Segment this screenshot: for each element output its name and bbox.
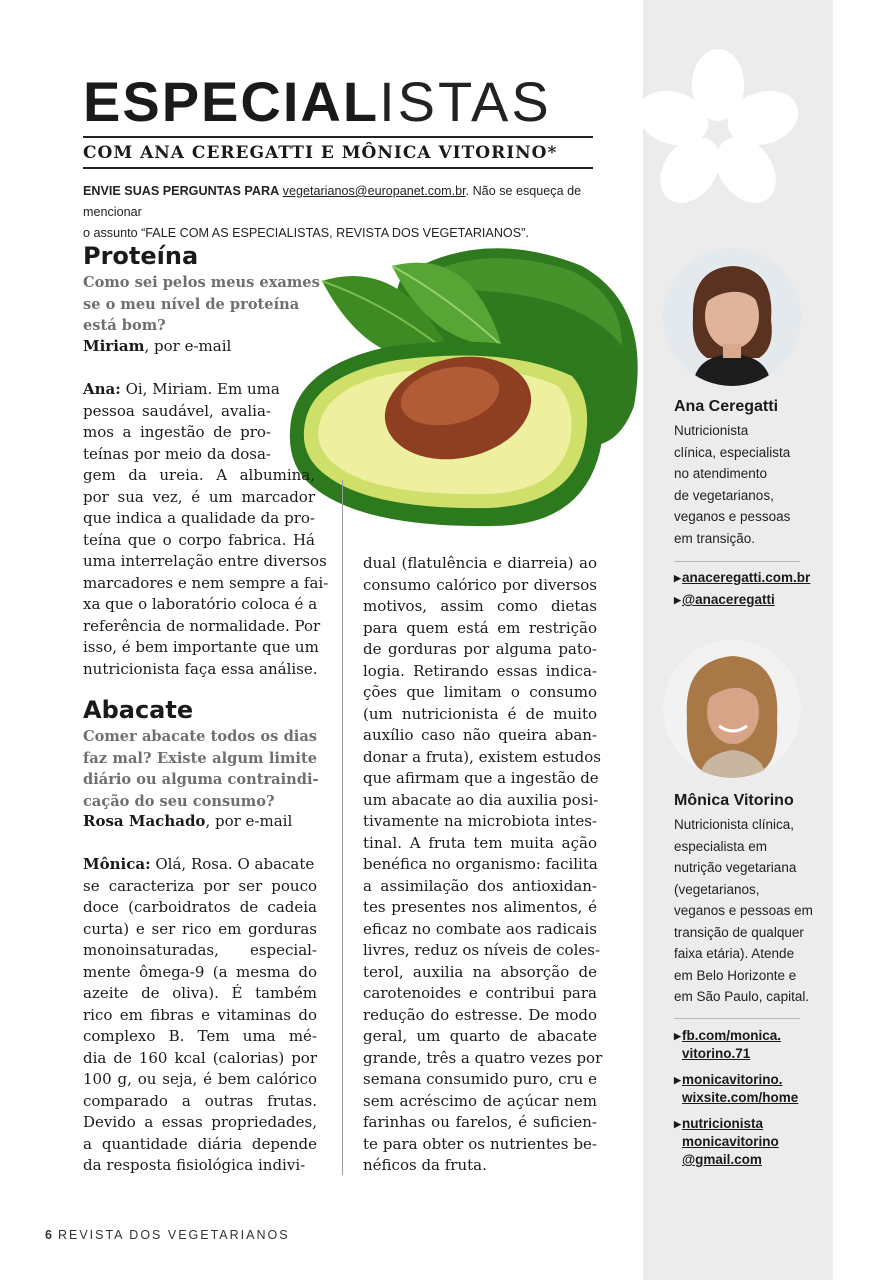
body-line: comparado a outras frutas. [83, 1091, 317, 1110]
specialist-desc-ana [674, 420, 814, 549]
question-line: faz mal? Existe algum limite [83, 749, 317, 767]
link-anaceregatti-site[interactable] [674, 569, 814, 587]
body-line: isso, é bem importante que um [83, 638, 319, 656]
body-line: farinhas ou farelos, é suficien- [363, 1113, 597, 1131]
body-line: Devido a essas propriedades, [83, 1113, 317, 1131]
question-proteina: Como sei pelos meus exames se o meu nível de proteína está bom? [83, 274, 320, 334]
body-line: logia. Retirando essas indica- [363, 661, 597, 680]
asker-via-proteina: , por e-mail [144, 337, 232, 355]
link-text[interactable]: fb.com/monica. [682, 1028, 782, 1043]
title-thin: ISTAS [379, 70, 552, 133]
desc-line: Nutricionista clínica, [674, 817, 795, 832]
body-line: a assimilação dos antioxidan- [363, 876, 597, 895]
desc-line: transição de qualquer [674, 924, 804, 940]
body-line [83, 854, 317, 876]
intro-text [83, 181, 623, 244]
page-title [83, 72, 608, 132]
answer-text: Oi, Miriam. Em uma [120, 380, 280, 398]
body-line: motivos, assim como dietas [363, 597, 597, 615]
body-line: redução do estresse. De modo [363, 1005, 597, 1024]
question-line: Comer abacate todos os dias [83, 728, 317, 745]
magazine-name: REVISTA DOS VEGETARIANOS [57, 1228, 290, 1242]
body-line: xa que o laboratório coloca é a [83, 595, 318, 613]
desc-line: faixa etária). Atende [674, 946, 795, 961]
link-text[interactable]: monicavitorino. [682, 1072, 783, 1087]
link-monica-2[interactable] [674, 1115, 814, 1169]
body-line: consumo calórico por diversos [363, 575, 597, 594]
body-line: uma interrelação entre diversos [83, 552, 327, 570]
header-rule-bottom [83, 167, 593, 169]
arrow-right-icon: ▶ [674, 573, 681, 583]
body-line: teínas por meio da dosa- [83, 444, 271, 463]
asker-proteina [83, 336, 231, 358]
intro-rest-2: o assunto “FALE COM AS ESPECIALISTAS, REVISTA DOS VEGETARIANOS”. [83, 226, 529, 240]
desc-line: nutrição vegetariana [674, 860, 797, 875]
asker-abacate [83, 811, 292, 833]
desc-line: especialista em [674, 838, 768, 854]
body-line: grande, três a quatro vezes por [363, 1048, 603, 1067]
body-line: mente ômega-9 (a mesma do [83, 962, 317, 981]
specialist-links-monica [674, 1027, 814, 1177]
desc-line: clínica, especialista [674, 444, 791, 460]
page-number: 6 [45, 1228, 52, 1242]
body-line: marcadores e nem sempre a fai- [83, 573, 329, 592]
body-line: referência de normalidade. Por [83, 616, 321, 635]
link-monica-1[interactable] [674, 1071, 814, 1107]
body-line: azeite de oliva). É também [83, 984, 317, 1002]
body-line: terol, auxilia na absorção de [363, 962, 597, 981]
link-text[interactable]: anaceregatti.com.br [682, 570, 811, 585]
arrow-right-icon: ▶ [674, 1075, 681, 1085]
asker-name-abacate: Rosa Machado [83, 812, 206, 830]
arrow-right-icon: ▶ [674, 1119, 681, 1129]
flower-decoration-icon [643, 40, 833, 210]
body-line: 100 g, ou seja, é bem calórico [83, 1070, 317, 1088]
body-line: (um nutricionista é de muito [363, 704, 597, 723]
body-line: benéfica no organismo: facilita [363, 855, 598, 873]
link-anaceregatti-social[interactable] [674, 591, 814, 609]
desc-line: veganos e pessoas em [674, 903, 813, 918]
link-text[interactable]: monicavitorino [682, 1134, 779, 1149]
link-text[interactable]: @anaceregatti [682, 592, 775, 607]
body-line: sem acréscimo de açúcar nem [363, 1091, 597, 1110]
desc-line: em transição. [674, 530, 756, 546]
desc-line: em São Paulo, capital. [674, 989, 810, 1004]
body-line [83, 379, 285, 401]
sidebar-rule-monica [674, 1018, 800, 1019]
avatar-ana-ceregatti [663, 248, 801, 386]
body-line: doce (carboidratos de cadeia [83, 898, 317, 916]
link-monica-0[interactable] [674, 1027, 814, 1063]
body-line: geral, um quarto de abacate [363, 1027, 597, 1045]
body-line: um abacate ao dia auxilia posi- [363, 790, 599, 809]
body-line: nutricionista faça essa análise. [83, 659, 318, 678]
desc-line: veganos e pessoas [674, 509, 791, 524]
desc-line: (vegetarianos, [674, 881, 760, 897]
body-line: teína que o corpo fabrica. Há [83, 530, 315, 549]
body-line: que indica a qualidade da pro- [83, 509, 315, 527]
body-line: auxílio caso não queira aban- [363, 726, 597, 744]
desc-line: de vegetarianos, [674, 487, 774, 503]
desc-line: Nutricionista [674, 423, 749, 438]
answer-label: Mônica: [83, 855, 151, 873]
body-line: mos a ingestão de pro- [83, 423, 271, 441]
answer-text: Olá, Rosa. O abacate [150, 855, 315, 873]
body-line: monoinsaturadas, especial- [83, 941, 317, 959]
body-line: tinal. A fruta tem muita ação [363, 833, 597, 852]
title-bold: ESPECIAL [83, 70, 380, 133]
intro-email-link[interactable]: vegetarianos@europanet.com.br [282, 184, 466, 198]
specialist-links-ana [674, 569, 814, 613]
body-line: dual (flatulência e diarreia) ao [363, 554, 597, 572]
intro-rest-1: . Não se esqueça de mencionar [83, 184, 582, 219]
body-line: donar a fruta), existem estudos [363, 747, 601, 766]
link-text[interactable]: @gmail.com [682, 1152, 762, 1167]
body-line: que afirmam que a ingestão de [363, 769, 599, 787]
link-text[interactable]: vitorino.71 [682, 1046, 751, 1061]
column-divider [342, 480, 343, 1175]
asker-name-proteina: Miriam [83, 337, 145, 355]
specialist-name-ana: Ana Ceregatti [674, 398, 779, 415]
byline: COM ANA CEREGATTI E MÔNICA VITORINO* [83, 143, 558, 163]
link-text[interactable]: nutricionista [682, 1116, 764, 1131]
body-line: tivamente na microbiota intes- [363, 812, 597, 830]
specialist-name-monica: Mônica Vitorino [674, 792, 794, 809]
body-line: tes presentes nos alimentos, é [363, 898, 597, 916]
body-line: néficos da fruta. [363, 1156, 487, 1174]
body-line: para quem está em restrição [363, 618, 597, 637]
body-line: ções que limitam o consumo [363, 683, 597, 701]
desc-line: em Belo Horizonte e [674, 967, 797, 983]
body-line: rico em fibras e vitaminas do [83, 1005, 317, 1024]
asker-via-abacate: , por e-mail [205, 812, 293, 830]
body-line: pessoa saudável, avalia- [83, 401, 271, 420]
desc-line: no atendimento [674, 466, 768, 481]
header-rule-top [83, 136, 593, 138]
body-line: se caracteriza por ser pouco [83, 876, 317, 895]
section-title-proteina: Proteína [83, 242, 199, 270]
section-title-abacate: Abacate [83, 696, 194, 724]
body-line: livres, reduz os níveis de coles- [363, 941, 601, 959]
link-text[interactable]: wixsite.com/home [682, 1090, 799, 1105]
body-line: eficaz no combate aos radicais [363, 919, 597, 938]
body-line: complexo B. Tem uma mé- [83, 1027, 317, 1045]
page-footer [45, 1228, 290, 1242]
body-line: a quantidade diária depende [83, 1134, 317, 1153]
body-line: carotenoides e contribui para [363, 984, 597, 1002]
arrow-right-icon: ▶ [674, 595, 681, 605]
intro-lead: ENVIE SUAS PERGUNTAS PARA [83, 184, 280, 198]
body-line: te para obter os nutrientes be- [363, 1134, 597, 1153]
avocado-illustration [282, 236, 644, 536]
body-line: da resposta fisiológica indivi- [83, 1156, 306, 1174]
specialist-desc-monica [674, 814, 814, 1008]
question-line: diário ou alguma contraindi- [83, 771, 319, 788]
body-line: curta) e ser rico em gorduras [83, 919, 317, 938]
arrow-right-icon: ▶ [674, 1031, 681, 1041]
avatar-monica-vitorino [663, 640, 801, 778]
body-line: semana consumido puro, cru e [363, 1070, 597, 1088]
sidebar-rule-ana [674, 561, 800, 562]
question-line: cação do seu consumo? [83, 792, 275, 810]
body-line: dia de 160 kcal (calorias) por [83, 1048, 317, 1067]
answer-label: Ana: [83, 380, 121, 398]
body-line: gem da ureia. A albumina, [83, 466, 315, 484]
body-line: por sua vez, é um marcador [83, 487, 315, 506]
body-line: de gorduras por alguma pato- [363, 640, 597, 658]
